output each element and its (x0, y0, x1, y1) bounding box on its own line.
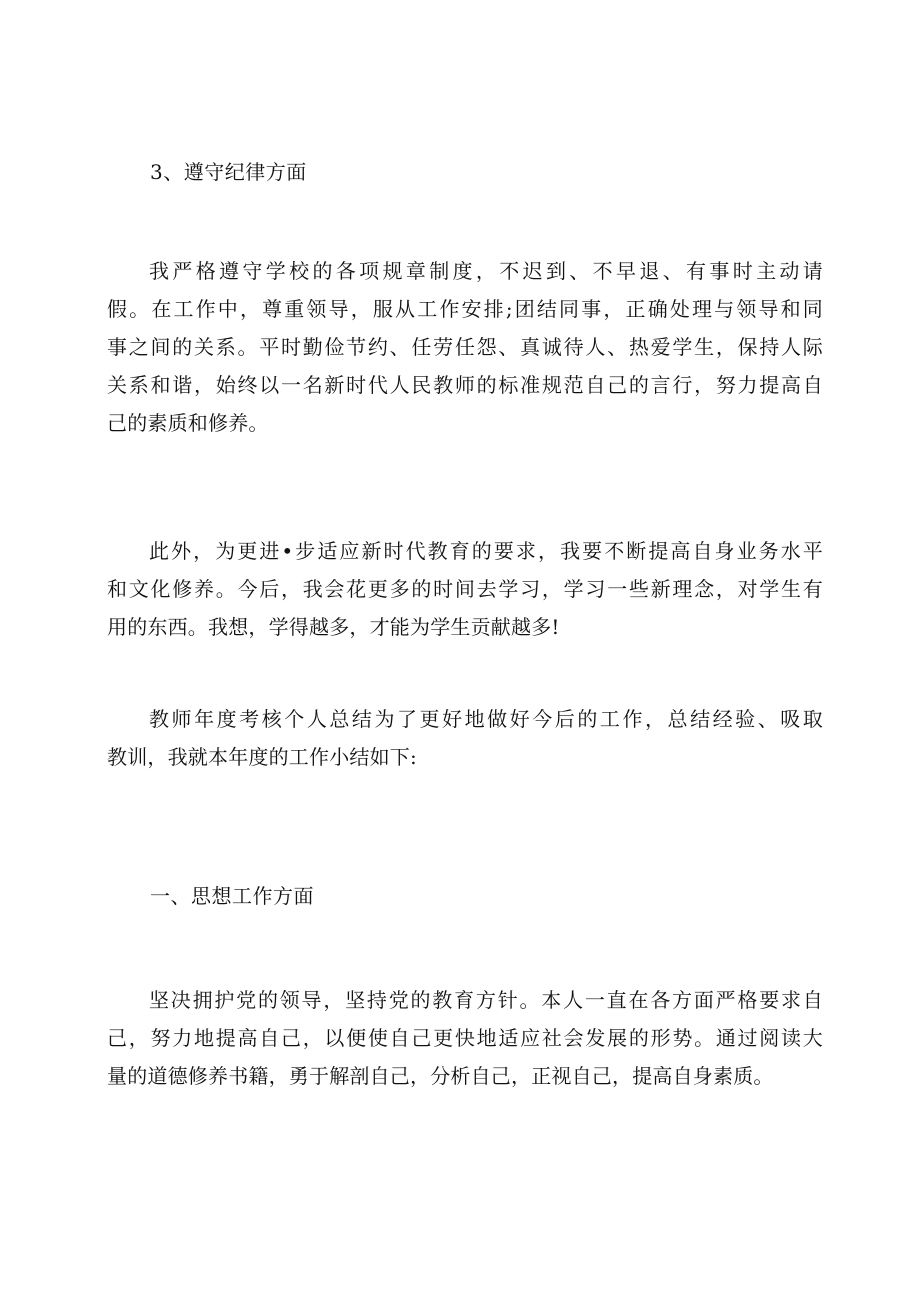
paragraph-line: 坚决拥护党的领导，坚持党的教育方针。本人一直在各方面严格要求自 (149, 988, 823, 1012)
paragraph-self-improvement (107, 532, 823, 646)
paragraph-summary-intro (107, 700, 823, 776)
paragraph-line: 用的东西。我想，学得越多，才能为学生贡献越多! (107, 615, 560, 639)
paragraph-line: 关系和谐，始终以一名新时代人民教师的标准规范自己的言行，努力提高自 (107, 373, 823, 397)
paragraph-line: 和文化修养。今后，我会花更多的时间去学习，学习一些新理念，对学生有 (107, 577, 823, 601)
paragraph-line: 假。在工作中，尊重领导，服从工作安排;团结同事，正确处理与领导和同 (107, 297, 823, 321)
paragraph-line: 事之间的关系。平时勤俭节约、任劳任怨、真诚待人、热爱学生，保持人际 (107, 335, 823, 359)
paragraph-line: 教训，我就本年度的工作小结如下: (107, 745, 417, 769)
paragraph-line: 此外，为更进•步适应新时代教育的要求，我要不断提高自身业务水平 (149, 539, 823, 563)
section-1-heading: 一、思想工作方面 (150, 884, 314, 908)
paragraph-discipline (107, 252, 823, 442)
paragraph-line: 教师年度考核个人总结为了更好地做好今后的工作，总结经验、吸取 (149, 707, 823, 731)
paragraph-line: 我严格遵守学校的各项规章制度，不迟到、不早退、有事时主动请 (149, 259, 823, 283)
paragraph-line: 量的道德修养书籍，勇于解剖自己，分析自己，正视自己，提高自身素质。 (107, 1064, 774, 1088)
paragraph-line: 己，努力地提高自己，以便使自己更快地适应社会发展的形势。通过阅读大 (107, 1026, 823, 1050)
section-3-heading: 3、遵守纪律方面 (150, 160, 307, 184)
paragraph-ideology (107, 981, 823, 1095)
paragraph-line: 己的素质和修养。 (107, 411, 269, 435)
